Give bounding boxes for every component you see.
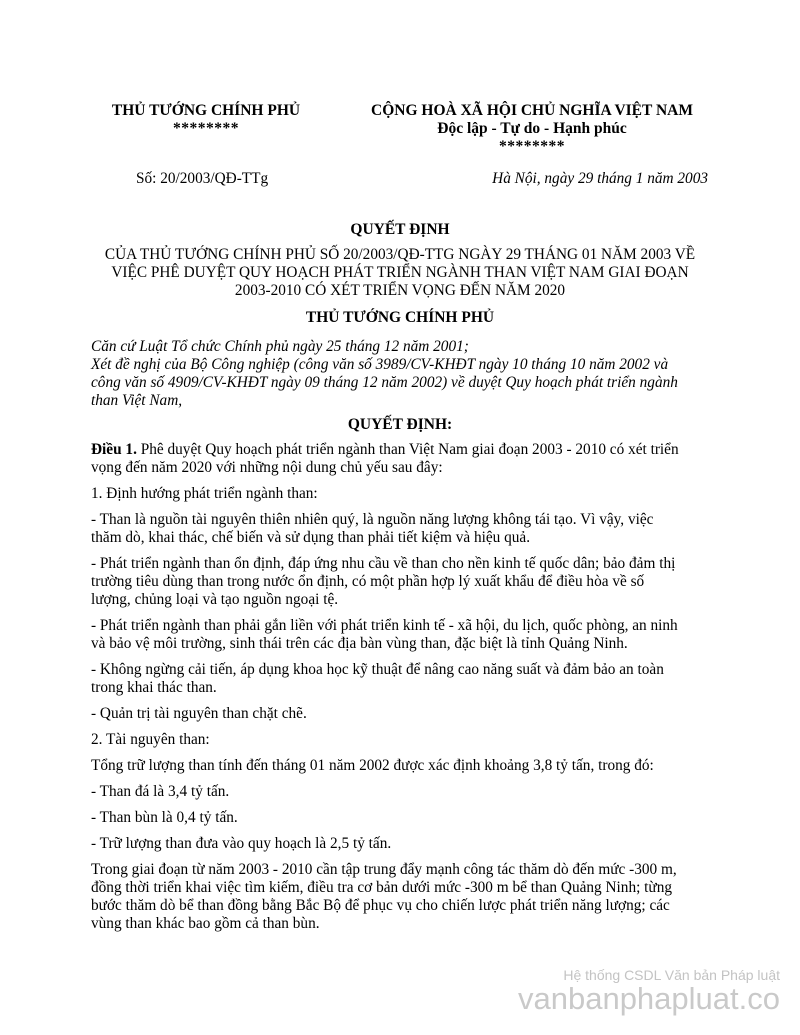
body-paragraph [91,705,709,723]
document-body [91,441,709,941]
body-paragraph [91,757,709,775]
paragraph-line: - Than bùn là 0,4 tỷ tấn. [91,809,238,826]
subtitle-line: 2003-2010 CÓ XÉT TRIỂN VỌNG ĐẾN NĂM 2020 [234,282,566,299]
paragraph-line: 1. Định hướng phát triển ngành than: [91,485,318,502]
paragraph-line: - Than là nguồn tài nguyên thiên nhiên quý, là nguồn năng lượng không tái tạo. Vì vậy, việc [91,511,654,528]
paragraph-line: lượng, chủng loại và tạo nguồn ngoại tệ. [91,591,339,608]
article-text: Phê duyệt Quy hoạch phát triển ngành than Việt Nam giai đoạn 2003 - 2010 có xét triển [136,441,679,458]
watermark-site: vanbanphapluat.co [517,981,780,1016]
document-title: QUYẾT ĐỊNH [350,221,450,238]
paragraph-line: vùng than khác bao gồm cả than bùn. [91,915,320,932]
paragraph-line: - Phát triển ngành than phải gắn liền với phát triển kinh tế - xã hội, du lịch, quốc phòng, an ninh [91,617,678,634]
paragraph-line: Tổng trữ lượng than tính đến tháng 01 năm 2002 được xác định khoảng 3,8 tỷ tấn, trong đó: [91,757,654,774]
paragraph-line: - Phát triển ngành than ổn định, đáp ứng nhu cầu về than cho nền kinh tế quốc dân; bảo đảm thị [91,555,676,572]
national-motto: Độc lập - Tự do - Hạnh phúc [437,120,627,137]
place-date: Hà Nội, ngày 29 tháng 1 năm 2003 [492,170,708,187]
paragraph-line: - Than đá là 3,4 tỷ tấn. [91,783,230,800]
legal-basis-line: Xét đề nghị của Bộ Công nghiệp (công văn số 3989/CV-KHĐT ngày 10 tháng 10 năm 2002 và [91,356,669,373]
decision-heading: QUYẾT ĐỊNH: [347,416,453,433]
body-paragraph [91,809,709,827]
issuer-heading: THỦ TƯỚNG CHÍNH PHỦ [305,309,495,326]
watermark-caption: Hệ thống CSDL Văn bản Pháp luật [563,967,780,983]
subtitle-line: CỦA THỦ TƯỚNG CHÍNH PHỦ SỐ 20/2003/QĐ-TTG NGÀY 29 THÁNG 01 NĂM 2003 VỀ [104,246,696,263]
national-header [340,102,724,156]
paragraph-line: - Trữ lượng than đưa vào quy hoạch là 2,5 tỷ tấn. [91,835,392,852]
subtitle-line: VIỆC PHÊ DUYỆT QUY HOẠCH PHÁT TRIỂN NGÀNH THAN VIỆT NAM GIAI ĐOẠN [111,264,689,281]
paragraph-line: và bảo vệ môi trường, sinh thái trên các địa bàn vùng than, đặc biệt là tỉnh Quảng Ninh. [91,635,628,652]
paragraph-line: bước thăm dò bể than đồng bằng Bắc Bộ để phục vụ cho chiến lược phát triển năng lượng; các [91,897,670,914]
body-paragraph [91,617,709,653]
issuer-header [88,102,324,138]
article-1 [91,441,709,477]
article-1-line [91,441,709,459]
body-paragraph [91,661,709,697]
paragraph-line: 2. Tài nguyên than: [91,731,210,748]
body-paragraph [91,861,709,933]
article-label: Điều 1. [91,441,137,458]
body-paragraph [91,731,709,749]
body-paragraph [91,485,709,503]
paragraph-line: trong khai thác than. [91,679,217,696]
motto-stars: ******** [499,138,565,155]
body-paragraph [91,555,709,609]
document-subtitle [91,246,709,300]
paragraph-line: Trong giai đoạn từ năm 2003 - 2010 cần tập trung đẩy mạnh công tác thăm dò đến mức -300 m, [91,861,677,878]
legal-basis-line: Căn cứ Luật Tổ chức Chính phủ ngày 25 tháng 12 năm 2001; [91,338,469,355]
paragraph-line: thăm dò, khai thác, chế biến và sử dụng than phải tiết kiệm và hiệu quả. [91,529,531,546]
paragraph-line: - Quản trị tài nguyên than chặt chẽ. [91,705,307,722]
article-1-line: vọng đến năm 2020 với những nội dung chủ yếu sau đây: [91,459,443,476]
issuer-org: THỦ TƯỚNG CHÍNH PHỦ [111,102,301,119]
body-paragraph [91,511,709,547]
paragraph-line: trường tiêu dùng than trong nước ổn định, có một phần hợp lý xuất khẩu để điều hòa về số [91,573,645,590]
document-number: Số: 20/2003/QĐ-TTg [136,170,269,187]
body-paragraph [91,835,709,853]
paragraph-line: - Không ngừng cải tiến, áp dụng khoa học kỹ thuật để nâng cao năng suất và đảm bảo an toàn [91,661,664,678]
paragraph-line: đồng thời triển khai việc tìm kiếm, điều tra cơ bản dưới mức -300 m bể than Quảng Ninh; từng [91,879,673,896]
body-paragraph [91,783,709,801]
legal-basis-line: than Việt Nam, [91,392,183,409]
legal-basis-line: công văn số 4909/CV-KHĐT ngày 09 tháng 12 năm 2002) về duyệt Quy hoạch phát triển ngành [91,374,678,391]
body-paragraphs [91,485,709,933]
country-name: CỘNG HOÀ XÃ HỘI CHỦ NGHĨA VIỆT NAM [371,102,693,119]
issuer-stars: ******** [173,120,239,137]
